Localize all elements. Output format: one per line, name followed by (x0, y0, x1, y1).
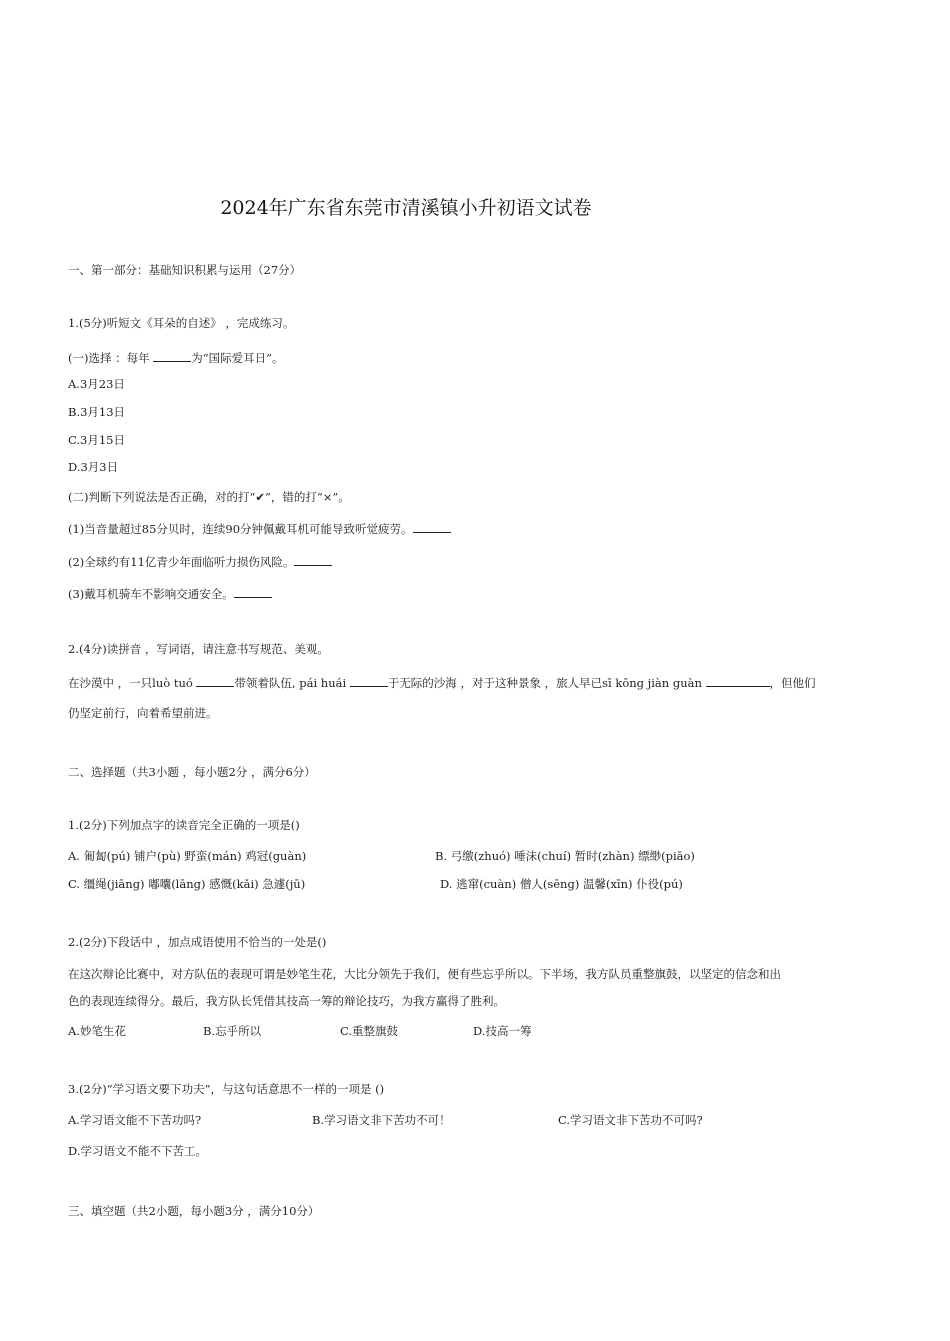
question-2-line1 (68, 675, 816, 690)
mc-3-stem: 3.(2分)“学习语文要下功夫”，与这句话意思不一样的一项是 () (68, 1082, 385, 1096)
mc-3-option-a: A.学习语文能不下苦功吗? (68, 1113, 202, 1127)
part1-suffix: 为“国际爱耳日”。 (191, 351, 284, 365)
pinyin-segment: ，但他们 (769, 676, 816, 690)
judge-item-2 (68, 554, 332, 569)
option-b: B.3月13日 (68, 405, 126, 419)
mc-2-paragraph-line2: 色的表现连续得分。最后，我方队长凭借其技高一筹的辩论技巧，为我方赢得了胜利。 (68, 994, 505, 1008)
mc-3-option-b: B.学习语文非下苦功不可！ (312, 1113, 451, 1127)
section3-heading: 三、填空题（共2小题，每小题3分 ，满分10分） (68, 1204, 320, 1218)
mc-1-option-d: D. 逃窜(cuàn) 僧人(sēng) 温馨(xīn) 仆役(pú) (440, 877, 683, 891)
mc-2-option-a: A.妙笔生花 (68, 1024, 126, 1038)
section1-heading: 一、第一部分：基础知识积累与运用（27分） (68, 263, 302, 277)
section2-heading: 二、选择题（共3小题 ，每小题2分 ，满分6分） (68, 765, 316, 779)
mc-2-option-b: B.忘乎所以 (203, 1024, 262, 1038)
mc-2-stem: 2.(2分)下段话中 ，加点成语使用不恰当的一处是() (68, 935, 327, 949)
question-2-stem: 2.(4分)读拼音 ，写词语，请注意书写规范、美观。 (68, 642, 329, 656)
mc-3-option-c: C.学习语文非下苦功不可吗? (558, 1113, 703, 1127)
pinyin-segment: 于无际的沙海 ，对于这种景象 ，旅人早已sī kōng jiàn guàn (387, 676, 706, 690)
mc-2-option-d: D.技高一筹 (473, 1024, 532, 1038)
option-d: D.3月3日 (68, 460, 119, 474)
option-a: A.3月23日 (68, 377, 125, 391)
mc-2-option-c: C.重整旗鼓 (340, 1024, 399, 1038)
answer-blank (196, 675, 234, 687)
question-1-part2: (二)判断下列说法是否正确，对的打“✔”，错的打“×”。 (68, 490, 350, 504)
mc-2-paragraph-line1: 在这次辩论比赛中，对方队伍的表现可谓是妙笔生花，大比分领先于我们，便有些忘乎所以。下半场，我方队员重整旗鼓，以坚定的信念和出 (68, 967, 781, 981)
answer-blank (234, 586, 272, 598)
mc-1-option-c: C. 缰绳(jiāng) 嘟囔(lāng) 感慨(kǎi) 急遽(jū) (68, 877, 306, 891)
judge-item-3 (68, 586, 272, 601)
answer-blank (413, 521, 451, 533)
pinyin-segment: 带领着队伍, pái huái (234, 676, 350, 690)
judge-item-text: (2)全球约有11亿青少年面临听力损伤风险。 (68, 555, 295, 569)
option-c: C.3月15日 (68, 433, 125, 447)
answer-blank (294, 554, 332, 566)
mc-3-option-d: D.学习语文不能不下苦工。 (68, 1144, 207, 1158)
question-1-part1 (68, 350, 284, 365)
judge-item-1 (68, 521, 451, 536)
answer-blank (350, 675, 388, 687)
mc-1-option-a: A. 匍匐(pú) 铺户(pù) 野蛮(mán) 鸡冠(guàn) (68, 849, 307, 863)
answer-blank (153, 350, 191, 362)
judge-item-text: (3)戴耳机骑车不影响交通安全。 (68, 587, 234, 601)
pinyin-segment: 在沙漠中 ，一只luò tuó (68, 676, 197, 690)
part1-prefix: (一)选择 ：每年 (68, 351, 154, 365)
judge-item-text: (1)当音量超过85分贝时，连续90分钟佩戴耳机可能导致听觉疲劳。 (68, 522, 413, 536)
mc-1-stem: 1.(2分)下列加点字的读音完全正确的一项是() (68, 818, 300, 832)
mc-1-option-b: B. 弓缴(zhuó) 唾沫(chuí) 暂时(zhàn) 缥缈(piāo) (435, 849, 695, 863)
page-title: 2024年广东省东莞市清溪镇小升初语文试卷 (220, 197, 592, 219)
answer-blank (706, 675, 770, 687)
question-1-stem: 1.(5分)听短文《耳朵的自述》 ，完成练习。 (68, 316, 295, 330)
question-2-line2: 仍坚定前行，向着希望前进。 (68, 706, 218, 720)
